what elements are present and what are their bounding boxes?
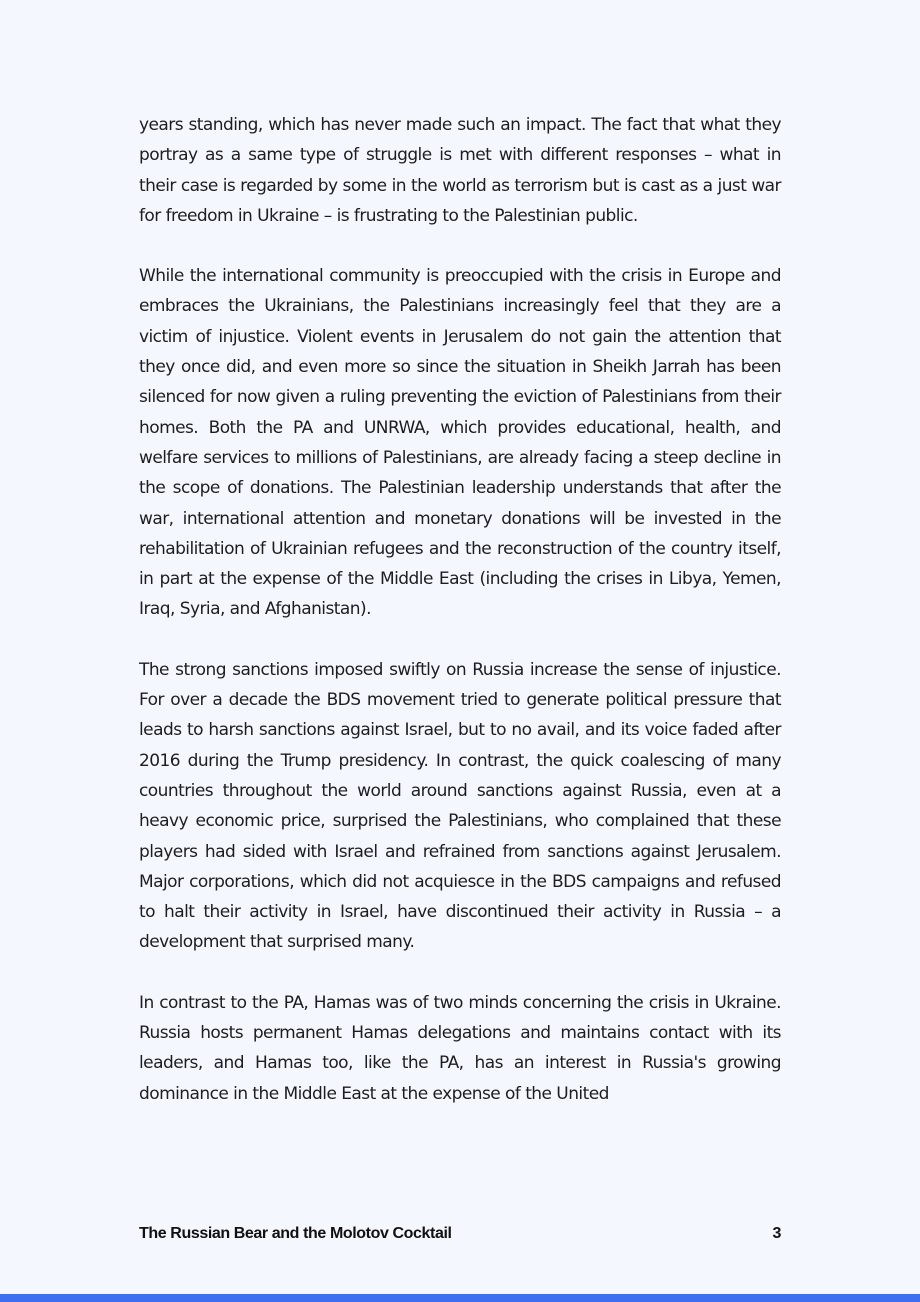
page-number: 3 (772, 1225, 781, 1242)
page-footer (139, 1222, 781, 1246)
footer-title: The Russian Bear and the Molotov Cocktail (139, 1225, 452, 1242)
paragraph: In contrast to the PA, Hamas was of two minds concerning the crisis in Ukraine. Russia hosts permanent Hamas delegations and maintains contact with its leaders, and Hamas too, like the PA, has an interest in Russia's growing dominance in the Middle East at the expense of the United (139, 992, 781, 1104)
paragraph: While the international community is preoccupied with the crisis in Europe and embraces the Ukrainians, the Palestinians increasingly feel that they are a victim of injustice. Violent events in Jerusalem do not gain the attention that they once did, and even more so since the situation in Sheikh Jarrah has been silenced for now given a ruling preventing the eviction of Palestinians from their homes. Both the PA and UNRWA, which provides educational, health, and welfare services to millions of Palestinians, are already facing a steep decline in the scope of donations. The Palestinian leadership understands that after the war, international attention and monetary donations will be invested in the rehabilitation of Ukrainian refugees and the reconstruction of the country itself, in part at the expense of the Middle East (including the crises in Libya, Yemen, Iraq, Syria, and Afghanistan). (139, 266, 781, 620)
document-body (139, 110, 781, 1139)
paragraph: years standing, which has never made such an impact. The fact that what they portray as a same type of struggle is met with different responses – what in their case is regarded by some in the world as terrorism but is cast as a just war for freedom in Ukraine – is frustrating to the Palestinian public. (139, 115, 781, 226)
bottom-accent-bar (0, 1294, 920, 1302)
paragraph: The strong sanctions imposed swiftly on Russia increase the sense of injustice. For over a decade the BDS movement tried to generate political pressure that leads to harsh sanctions against Israel, but to no avail, and its voice faded after 2016 during the Trump presidency. In contrast, the quick coalescing of many countries throughout the world around sanctions against Russia, even at a heavy economic price, surprised the Palestinians, who complained that these players had sided with Israel and refrained from sanctions against Jerusalem. Major corporations, which did not acquiesce in the BDS campaigns and refused to halt their activity in Israel, have discontinued their activity in Russia – a development that surprised many. (139, 659, 781, 953)
